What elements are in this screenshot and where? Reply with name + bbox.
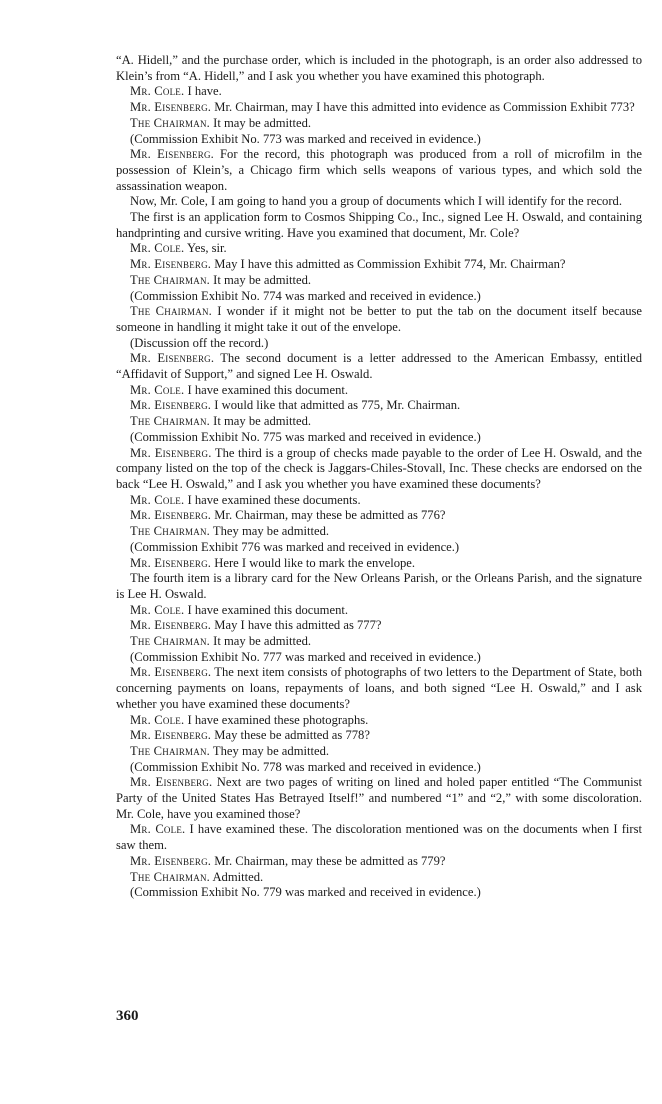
paragraph-text: (Commission Exhibit No. 773 was marked and received in evidence.)	[130, 131, 481, 146]
transcript-paragraph	[116, 289, 642, 305]
paragraph-text: I have examined this document.	[184, 602, 349, 617]
paragraph-text: For the record, this photograph was produced from a roll of microfilm in the possession of Klein’s, a Chicago firm which sells weapons of various types, and which sold the assassination weapon.	[116, 147, 642, 193]
speaker-name: Mr. Cole.	[130, 382, 185, 397]
speaker-name: Mr. Eisenberg.	[130, 618, 212, 633]
transcript-paragraph	[116, 634, 642, 650]
transcript-paragraph	[116, 430, 642, 446]
speaker-name: The Chairman.	[130, 115, 210, 130]
paragraph-text: Admitted.	[210, 869, 264, 884]
transcript-paragraph	[116, 665, 642, 712]
paragraph-text: I wonder if it might not be better to put the tab on the document itself because someone in handling it might take it out of the envelope.	[116, 304, 642, 334]
transcript-paragraph	[116, 540, 642, 556]
transcript-paragraph	[116, 147, 642, 194]
page-body	[116, 53, 642, 901]
speaker-name: Mr. Cole.	[130, 602, 185, 617]
speaker-name: Mr. Cole.	[130, 822, 186, 837]
paragraph-text: (Commission Exhibit No. 774 was marked and received in evidence.)	[130, 288, 481, 303]
transcript-paragraph	[116, 775, 642, 822]
paragraph-text: (Commission Exhibit No. 779 was marked and received in evidence.)	[130, 885, 481, 900]
transcript-paragraph	[116, 728, 642, 744]
paragraph-text: (Discussion off the record.)	[130, 335, 269, 350]
transcript-paragraph	[116, 713, 642, 729]
paragraph-text: (Commission Exhibit No. 778 was marked and received in evidence.)	[130, 759, 481, 774]
transcript-paragraph	[116, 398, 642, 414]
transcript-paragraph	[116, 304, 642, 335]
paragraph-text: The next item consists of photographs of two letters to the Department of State, both concerning payments on loans, repayments of loans, and both signed “Lee H. Oswald,” and I ask whether you have examined these documents?	[116, 665, 642, 711]
transcript-paragraph	[116, 870, 642, 886]
speaker-name: The Chairman.	[130, 743, 210, 758]
paragraph-text: Mr. Chairman, may these be admitted as 776?	[211, 508, 446, 523]
paragraph-text: Now, Mr. Cole, I am going to hand you a group of documents which I will identify for the record.	[130, 194, 622, 209]
paragraph-text: They may be admitted.	[210, 524, 330, 539]
paragraph-text: (Commission Exhibit No. 775 was marked and received in evidence.)	[130, 429, 481, 444]
paragraph-text: Yes, sir.	[184, 241, 227, 256]
speaker-name: Mr. Cole.	[130, 84, 185, 99]
paragraph-text: Mr. Chairman, may these be admitted as 779?	[211, 853, 446, 868]
paragraph-text: It may be admitted.	[210, 272, 312, 287]
speaker-name: The Chairman.	[130, 272, 210, 287]
speaker-name: Mr. Cole.	[130, 712, 185, 727]
paragraph-text: I have examined these documents.	[184, 492, 361, 507]
speaker-name: Mr. Eisenberg.	[130, 398, 212, 413]
transcript-paragraph	[116, 556, 642, 572]
speaker-name: The Chairman.	[130, 869, 210, 884]
transcript-paragraph	[116, 885, 642, 901]
transcript-paragraph	[116, 571, 642, 602]
page-number: 360	[116, 1008, 139, 1024]
transcript-paragraph	[116, 351, 642, 382]
speaker-name: Mr. Cole.	[130, 241, 185, 256]
paragraph-text: The first is an application form to Cosmos Shipping Co., Inc., signed Lee H. Oswald, and containing handprinting and cursive writing. Have you examined that document, Mr. Cole?	[116, 210, 642, 240]
speaker-name: Mr. Eisenberg.	[130, 853, 212, 868]
transcript-paragraph	[116, 603, 642, 619]
transcript-paragraph	[116, 257, 642, 273]
paragraph-text: May I have this admitted as 777?	[211, 618, 382, 633]
paragraph-text: Next are two pages of writing on lined and holed paper entitled “The Communist Party of the United States Has Betrayed Itself!” and numbered “1” and “2,” with some discoloration. Mr. Cole, have you examined those?	[116, 775, 642, 821]
speaker-name: Mr. Eisenberg.	[130, 665, 212, 680]
transcript-paragraph	[116, 524, 642, 540]
speaker-name: The Chairman.	[130, 634, 210, 649]
speaker-name: Mr. Eisenberg.	[130, 351, 215, 366]
paragraph-text: “A. Hidell,” and the purchase order, which is included in the photograph, is an order also addressed to Klein’s from “A. Hidell,” and I ask you whether you have examined this photograph.	[116, 53, 642, 83]
transcript-paragraph	[116, 446, 642, 493]
speaker-name: The Chairman.	[130, 304, 213, 319]
transcript-paragraph	[116, 493, 642, 509]
paragraph-text: I have examined these. The discoloration mentioned was on the documents when I first saw them.	[116, 822, 642, 853]
paragraph-text: The third is a group of checks made payable to the order of Lee H. Oswald, and the company listed on the top of the check is Jaggars-Chiles-Stovall, Inc. These checks are endorsed on the back “Lee H. Oswald,” and I ask you whether you have examined these documents?	[116, 445, 642, 491]
paragraph-text: (Commission Exhibit No. 777 was marked and received in evidence.)	[130, 649, 481, 664]
paragraph-text: I have.	[184, 84, 222, 99]
transcript-paragraph	[116, 210, 642, 241]
paragraph-text: I have examined this document.	[184, 382, 349, 397]
speaker-name: Mr. Eisenberg.	[130, 445, 212, 460]
paragraph-text: I have examined these photographs.	[184, 712, 369, 727]
transcript-paragraph	[116, 336, 642, 352]
paragraph-text: They may be admitted.	[210, 743, 330, 758]
paragraph-text: (Commission Exhibit 776 was marked and received in evidence.)	[130, 539, 460, 554]
paragraph-text: It may be admitted.	[210, 115, 312, 130]
speaker-name: The Chairman.	[130, 524, 210, 539]
transcript-paragraph	[116, 241, 642, 257]
speaker-name: Mr. Eisenberg.	[130, 775, 213, 790]
paragraph-text: It may be admitted.	[210, 414, 312, 429]
paragraph-text: I would like that admitted as 775, Mr. Chairman.	[211, 398, 461, 413]
speaker-name: Mr. Eisenberg.	[130, 555, 212, 570]
paragraph-text: The second document is a letter addressed to the American Embassy, entitled “Affidavit of Support,” and signed Lee H. Oswald.	[116, 351, 642, 382]
speaker-name: The Chairman.	[130, 414, 210, 429]
paragraph-text: It may be admitted.	[210, 634, 312, 649]
transcript-paragraph	[116, 414, 642, 430]
transcript-paragraph	[116, 273, 642, 289]
transcript-paragraph	[116, 194, 642, 210]
transcript-paragraph	[116, 84, 642, 100]
paragraph-text: May these be admitted as 778?	[211, 728, 370, 743]
speaker-name: Mr. Eisenberg.	[130, 147, 215, 162]
speaker-name: Mr. Cole.	[130, 492, 185, 507]
transcript-paragraph	[116, 100, 642, 116]
transcript-paragraph	[116, 508, 642, 524]
transcript-paragraph	[116, 854, 642, 870]
paragraph-text: The fourth item is a library card for the New Orleans Parish, or the Orleans Parish, and the signature is Lee H. Oswald.	[116, 571, 642, 601]
transcript-paragraph	[116, 53, 642, 84]
paragraph-text: May I have this admitted as Commission Exhibit 774, Mr. Chairman?	[211, 257, 566, 272]
transcript-paragraph	[116, 116, 642, 132]
transcript-paragraph	[116, 650, 642, 666]
transcript-paragraph	[116, 760, 642, 776]
transcript-paragraph	[116, 744, 642, 760]
speaker-name: Mr. Eisenberg.	[130, 508, 212, 523]
paragraph-text: Here I would like to mark the envelope.	[211, 555, 416, 570]
transcript-paragraph	[116, 132, 642, 148]
speaker-name: Mr. Eisenberg.	[130, 100, 212, 115]
transcript-paragraph	[116, 822, 642, 853]
paragraph-text: Mr. Chairman, may I have this admitted into evidence as Commission Exhibit 773?	[211, 100, 635, 115]
speaker-name: Mr. Eisenberg.	[130, 257, 212, 272]
transcript-paragraph	[116, 618, 642, 634]
speaker-name: Mr. Eisenberg.	[130, 728, 212, 743]
transcript-paragraph	[116, 383, 642, 399]
